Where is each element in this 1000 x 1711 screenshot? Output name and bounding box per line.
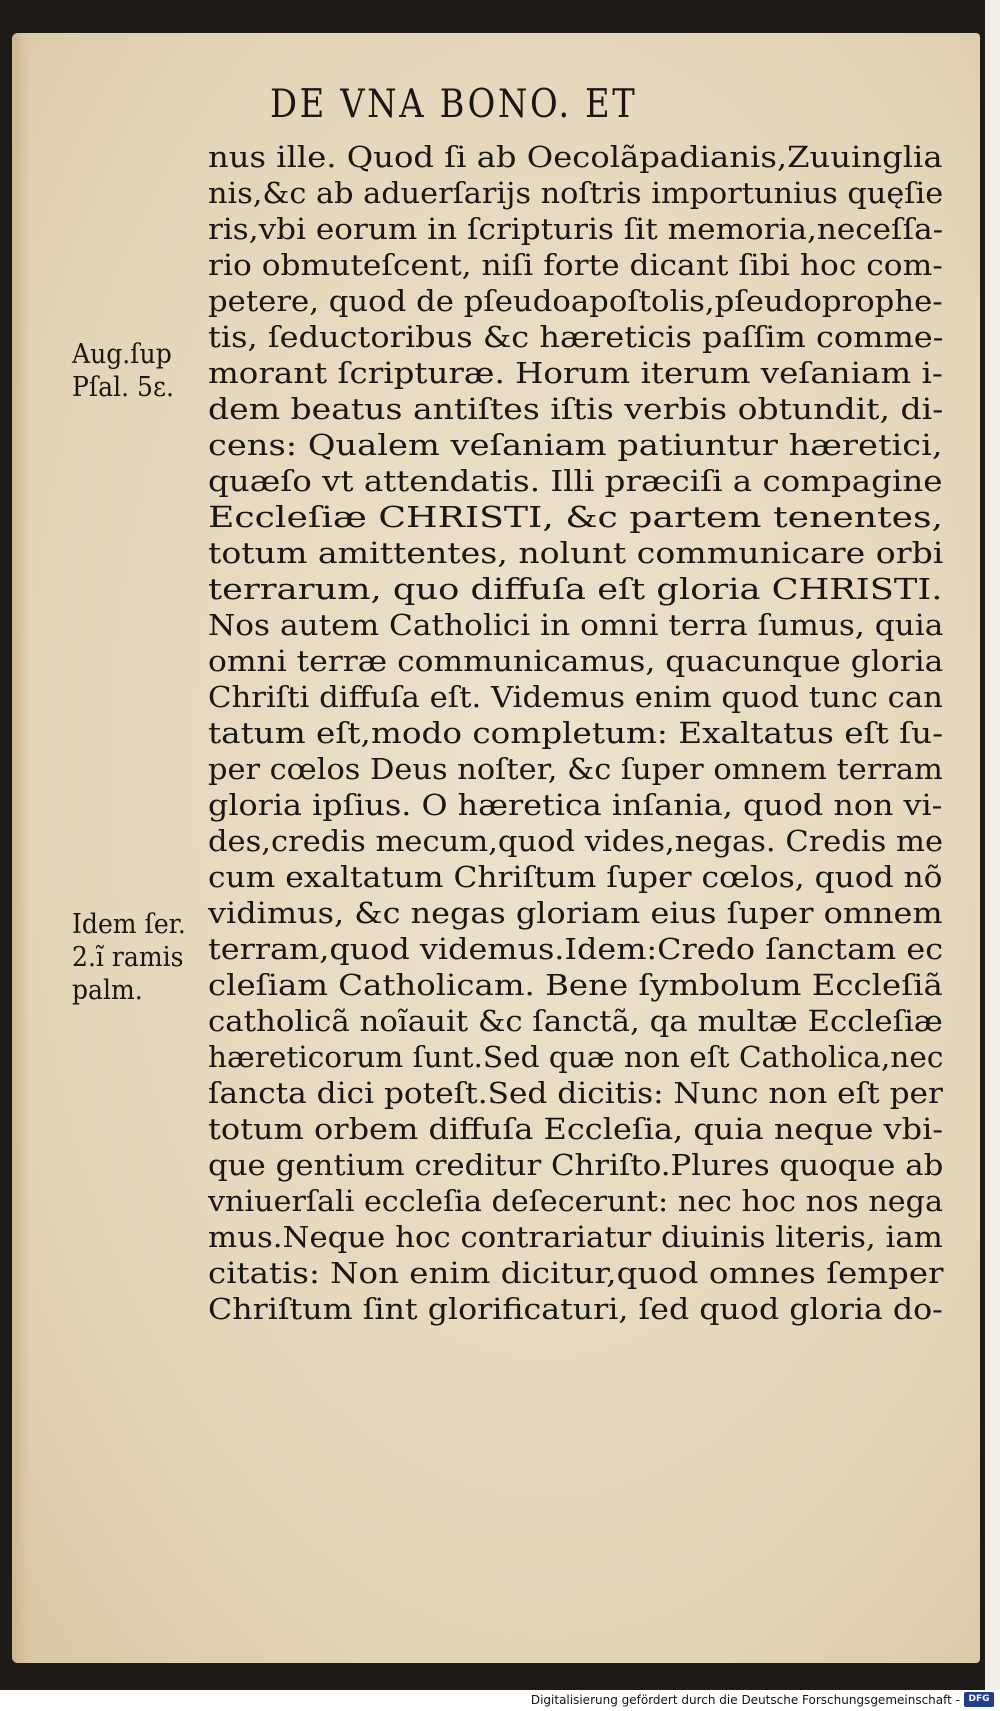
text-line: Eccleſiæ CHRISTI, &c partem tenentes, [208, 501, 944, 534]
text-line: vniuerſali eccleſia deſecerunt: nec hoc nos nega [208, 1185, 943, 1218]
text-line: totum amittentes, nolunt communicare orbi [208, 537, 944, 570]
text-line: mus.Neque hoc contrariatur diuinis literis, iam [208, 1221, 943, 1254]
text-line: Chriſti diffuſa eſt. Videmus enim quod tunc can [208, 681, 943, 714]
text-line: Nos autem Catholici in omni terra ſumus, quia [208, 609, 944, 642]
text-line: Chriſtum ſint glorificaturi, ſed quod gloria do- [208, 1293, 943, 1326]
text-line: terram,quod videmus.Idem:Credo ſanctam ec [208, 933, 944, 966]
text-line: totum orbem diffuſa Eccleſia, quia neque vbi- [208, 1113, 944, 1146]
text-line: hæreticorum ſunt.Sed quæ non eſt Catholica,nec [208, 1041, 944, 1074]
text-line: terrarum, quo diffuſa eſt gloria CHRISTI. [208, 573, 943, 606]
text-line: nis,&c ab aduerſarijs noſtris importunius quęſie [208, 177, 944, 210]
text-line: ris,vbi eorum in ſcripturis ſit memoria,neceſſa- [208, 213, 944, 246]
text-line: cleſiam Catholicam. Bene ſymbolum Eccleſiã [208, 969, 943, 1002]
text-line: per cœlos Deus noſter, &c ſuper omnem terram [208, 753, 943, 786]
text-line: tatum eſt,modo completum: Exaltatus eſt ſu- [208, 717, 944, 750]
text-line: nus ille. Quod ſi ab Oecolãpadianis,Zuuinglia [208, 141, 943, 174]
text-line: citatis: Non enim dicitur,quod omnes ſemper [208, 1257, 944, 1290]
running-head: DE VNA BONO. ET [270, 82, 638, 127]
dfg-logo: DFG [964, 1692, 994, 1707]
text-line: ſancta dici poteſt.Sed dicitis: Nunc non eſt per [208, 1077, 943, 1110]
scan-right-edge [985, 0, 1000, 1711]
text-line: rio obmuteſcent, niſi forte dicant ſibi hoc com- [208, 249, 943, 282]
text-line: des,credis mecum,quod vides,negas. Credis me [208, 825, 944, 858]
text-line: omni terræ communicamus, quacunque gloria [208, 645, 944, 678]
marginal-note-line: Pſal. 5ɛ. [72, 372, 174, 403]
marginal-note-line: 2.ĩ ramis [72, 942, 184, 973]
text-line: vidimus, &c negas gloriam eius ſuper omnem [208, 897, 943, 930]
text-line: cens: Qualem veſaniam patiuntur hæretici, [208, 429, 943, 462]
text-line: cum exaltatum Chriſtum ſuper cœlos, quod nõ [208, 861, 943, 894]
text-line: petere, quod de pſeudoapoſtolis,pſeudoprophe- [208, 285, 943, 318]
text-line: quæſo vt attendatis. Illi præciſi a compagine [208, 465, 943, 498]
funding-credit: Digitalisierung gefördert durch die Deutsche Forschungsgemeinschaft - [530, 1693, 960, 1707]
marginal-note-line: palm. [72, 975, 143, 1006]
text-line: gloria ipſius. O hæretica inſania, quod non vi- [208, 789, 943, 822]
marginal-note-line: Idem ſer. [72, 909, 186, 940]
text-line: morant ſcripturæ. Horum iterum veſaniam i- [208, 357, 943, 390]
marginal-note-idem [72, 908, 212, 1007]
text-line: catholicã noĩauit &c ſanctã, qa multæ Eccleſiæ [208, 1005, 943, 1038]
text-line: dem beatus antiſtes iſtis verbis obtundit, di- [208, 393, 944, 426]
page-gutter-shadow [12, 33, 30, 1663]
marginal-note-augustine [72, 338, 212, 404]
marginal-note-line: Aug.ſup [72, 339, 172, 370]
text-line: tis, ſeductoribus &c hæreticis paſſim comme- [208, 321, 944, 354]
text-line: que gentium creditur Chriſto.Plures quoque ab [208, 1149, 944, 1182]
